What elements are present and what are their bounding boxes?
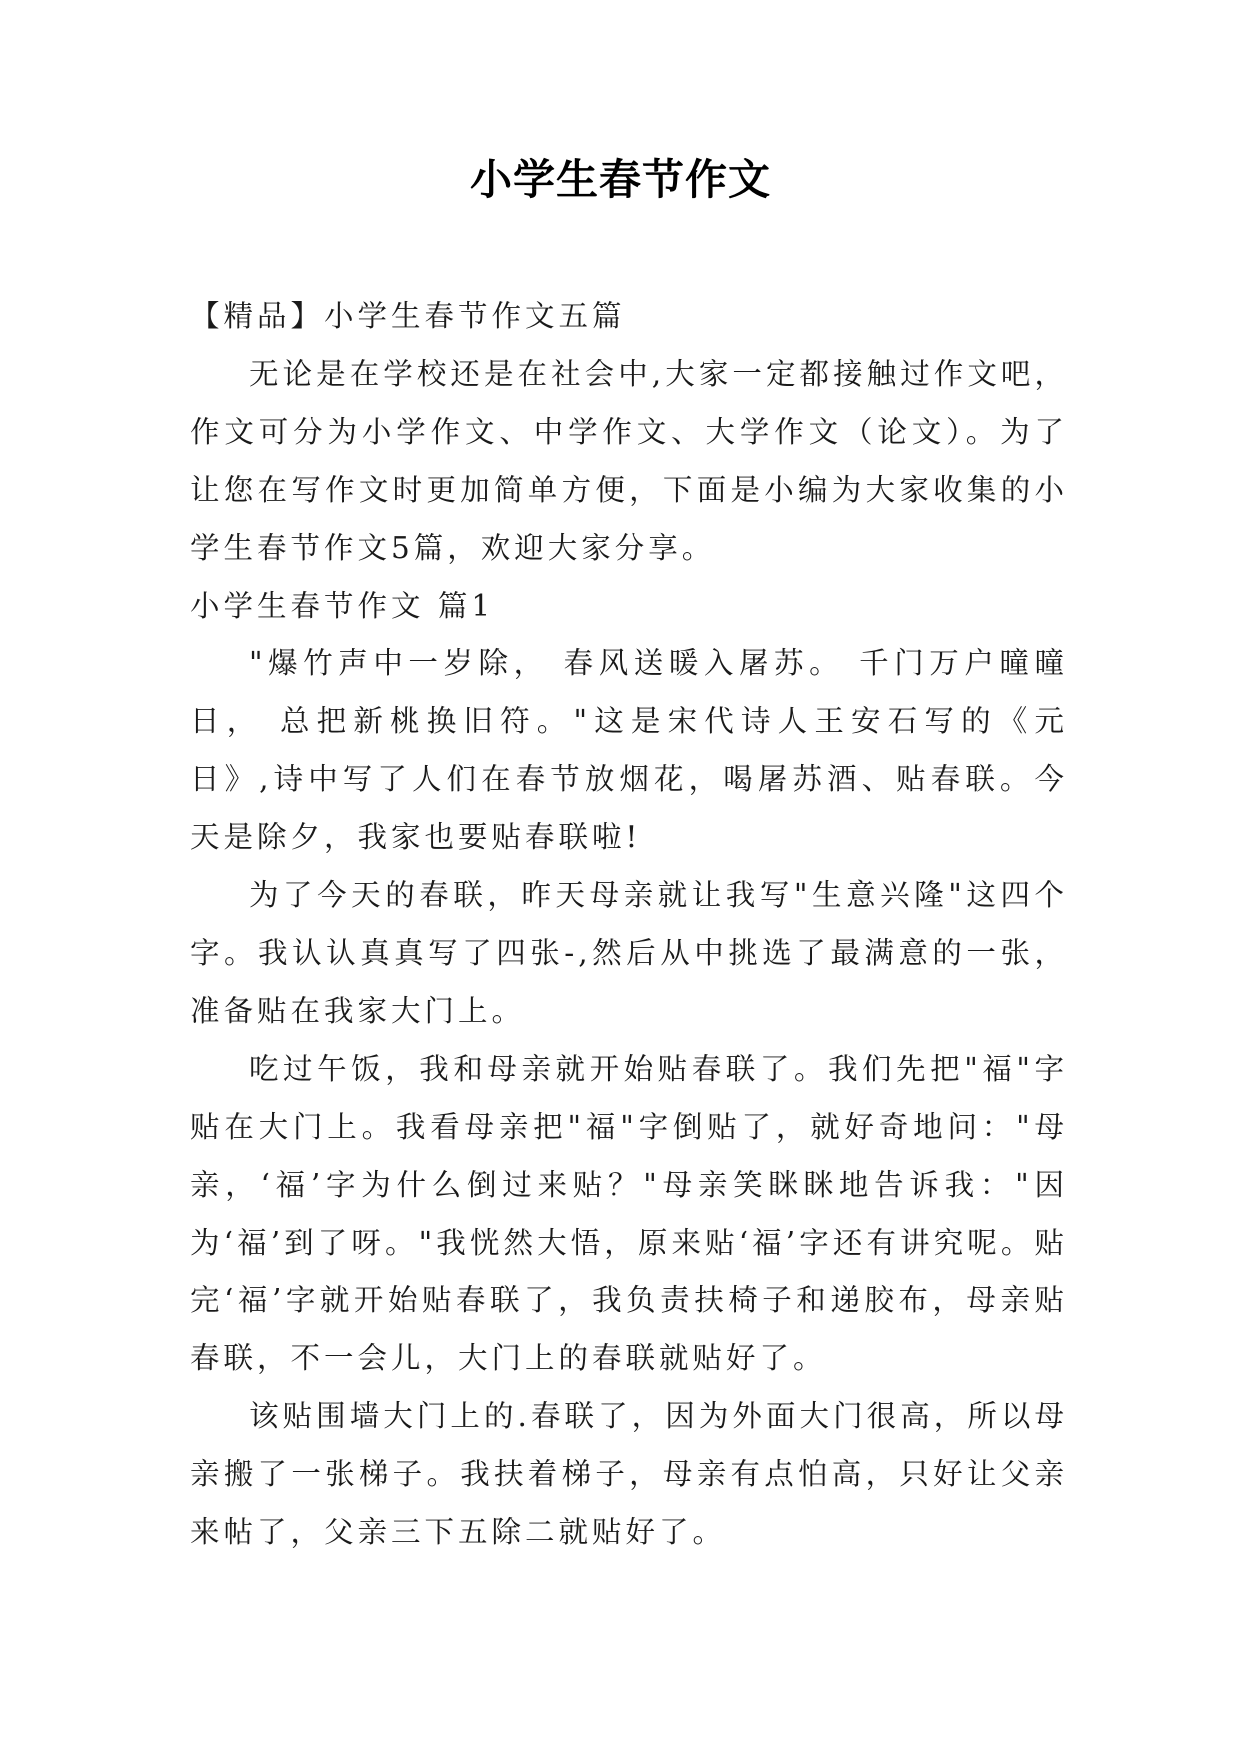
paragraph-2: 为了今天的春联，昨天母亲就让我写"生意兴隆"这四个字。我认认真真写了四张-,然后从中挑选了最满意的一张，准备贴在我家大门上。 [190, 878, 1068, 1028]
paragraph-4: 该贴围墙大门上的.春联了，因为外面大门很高，所以母亲搬了一张梯子。我扶着梯子，母亲有点怕高，只好让父亲来帖了，父亲三下五除二就贴好了。 [190, 1399, 1068, 1550]
paragraph-1: "爆竹声中一岁除， 春风送暖入屠苏。 千门万户曈曈日， 总把新桃换旧符。"这是宋代诗人王安石写的《元日》,诗中写了人们在春节放烟花，喝屠苏酒、贴春联。今天是除夕，我家也要贴春联啦! [190, 646, 1068, 855]
intro-paragraph: 无论是在学校还是在社会中,大家一定都接触过作文吧，作文可分为小学作文、中学作文、大学作文（论文）。为了让您在写作文时更加简单方便，下面是小编为大家收集的小学生春节作文5篇，欢迎大家分享。 [190, 356, 1068, 565]
document-body [190, 288, 1068, 1562]
paragraph-3: 吃过午饭，我和母亲就开始贴春联了。我们先把"福"字贴在大门上。我看母亲把"福"字倒贴了，就好奇地问："母亲，‘福’字为什么倒过来贴？"母亲笑眯眯地告诉我："因为‘福’到了呀。"我恍然大悟，原来贴‘福’字还有讲究呢。贴完‘福’字就开始贴春联了，我负责扶椅子和递胶布，母亲贴春联，不一会儿，大门上的春联就贴好了。 [190, 1051, 1068, 1376]
document-subtitle: 【精品】小学生春节作文五篇 [190, 299, 626, 333]
document-title: 小学生春节作文 [469, 155, 771, 204]
section-heading: 小学生春节作文 篇1 [190, 588, 495, 623]
